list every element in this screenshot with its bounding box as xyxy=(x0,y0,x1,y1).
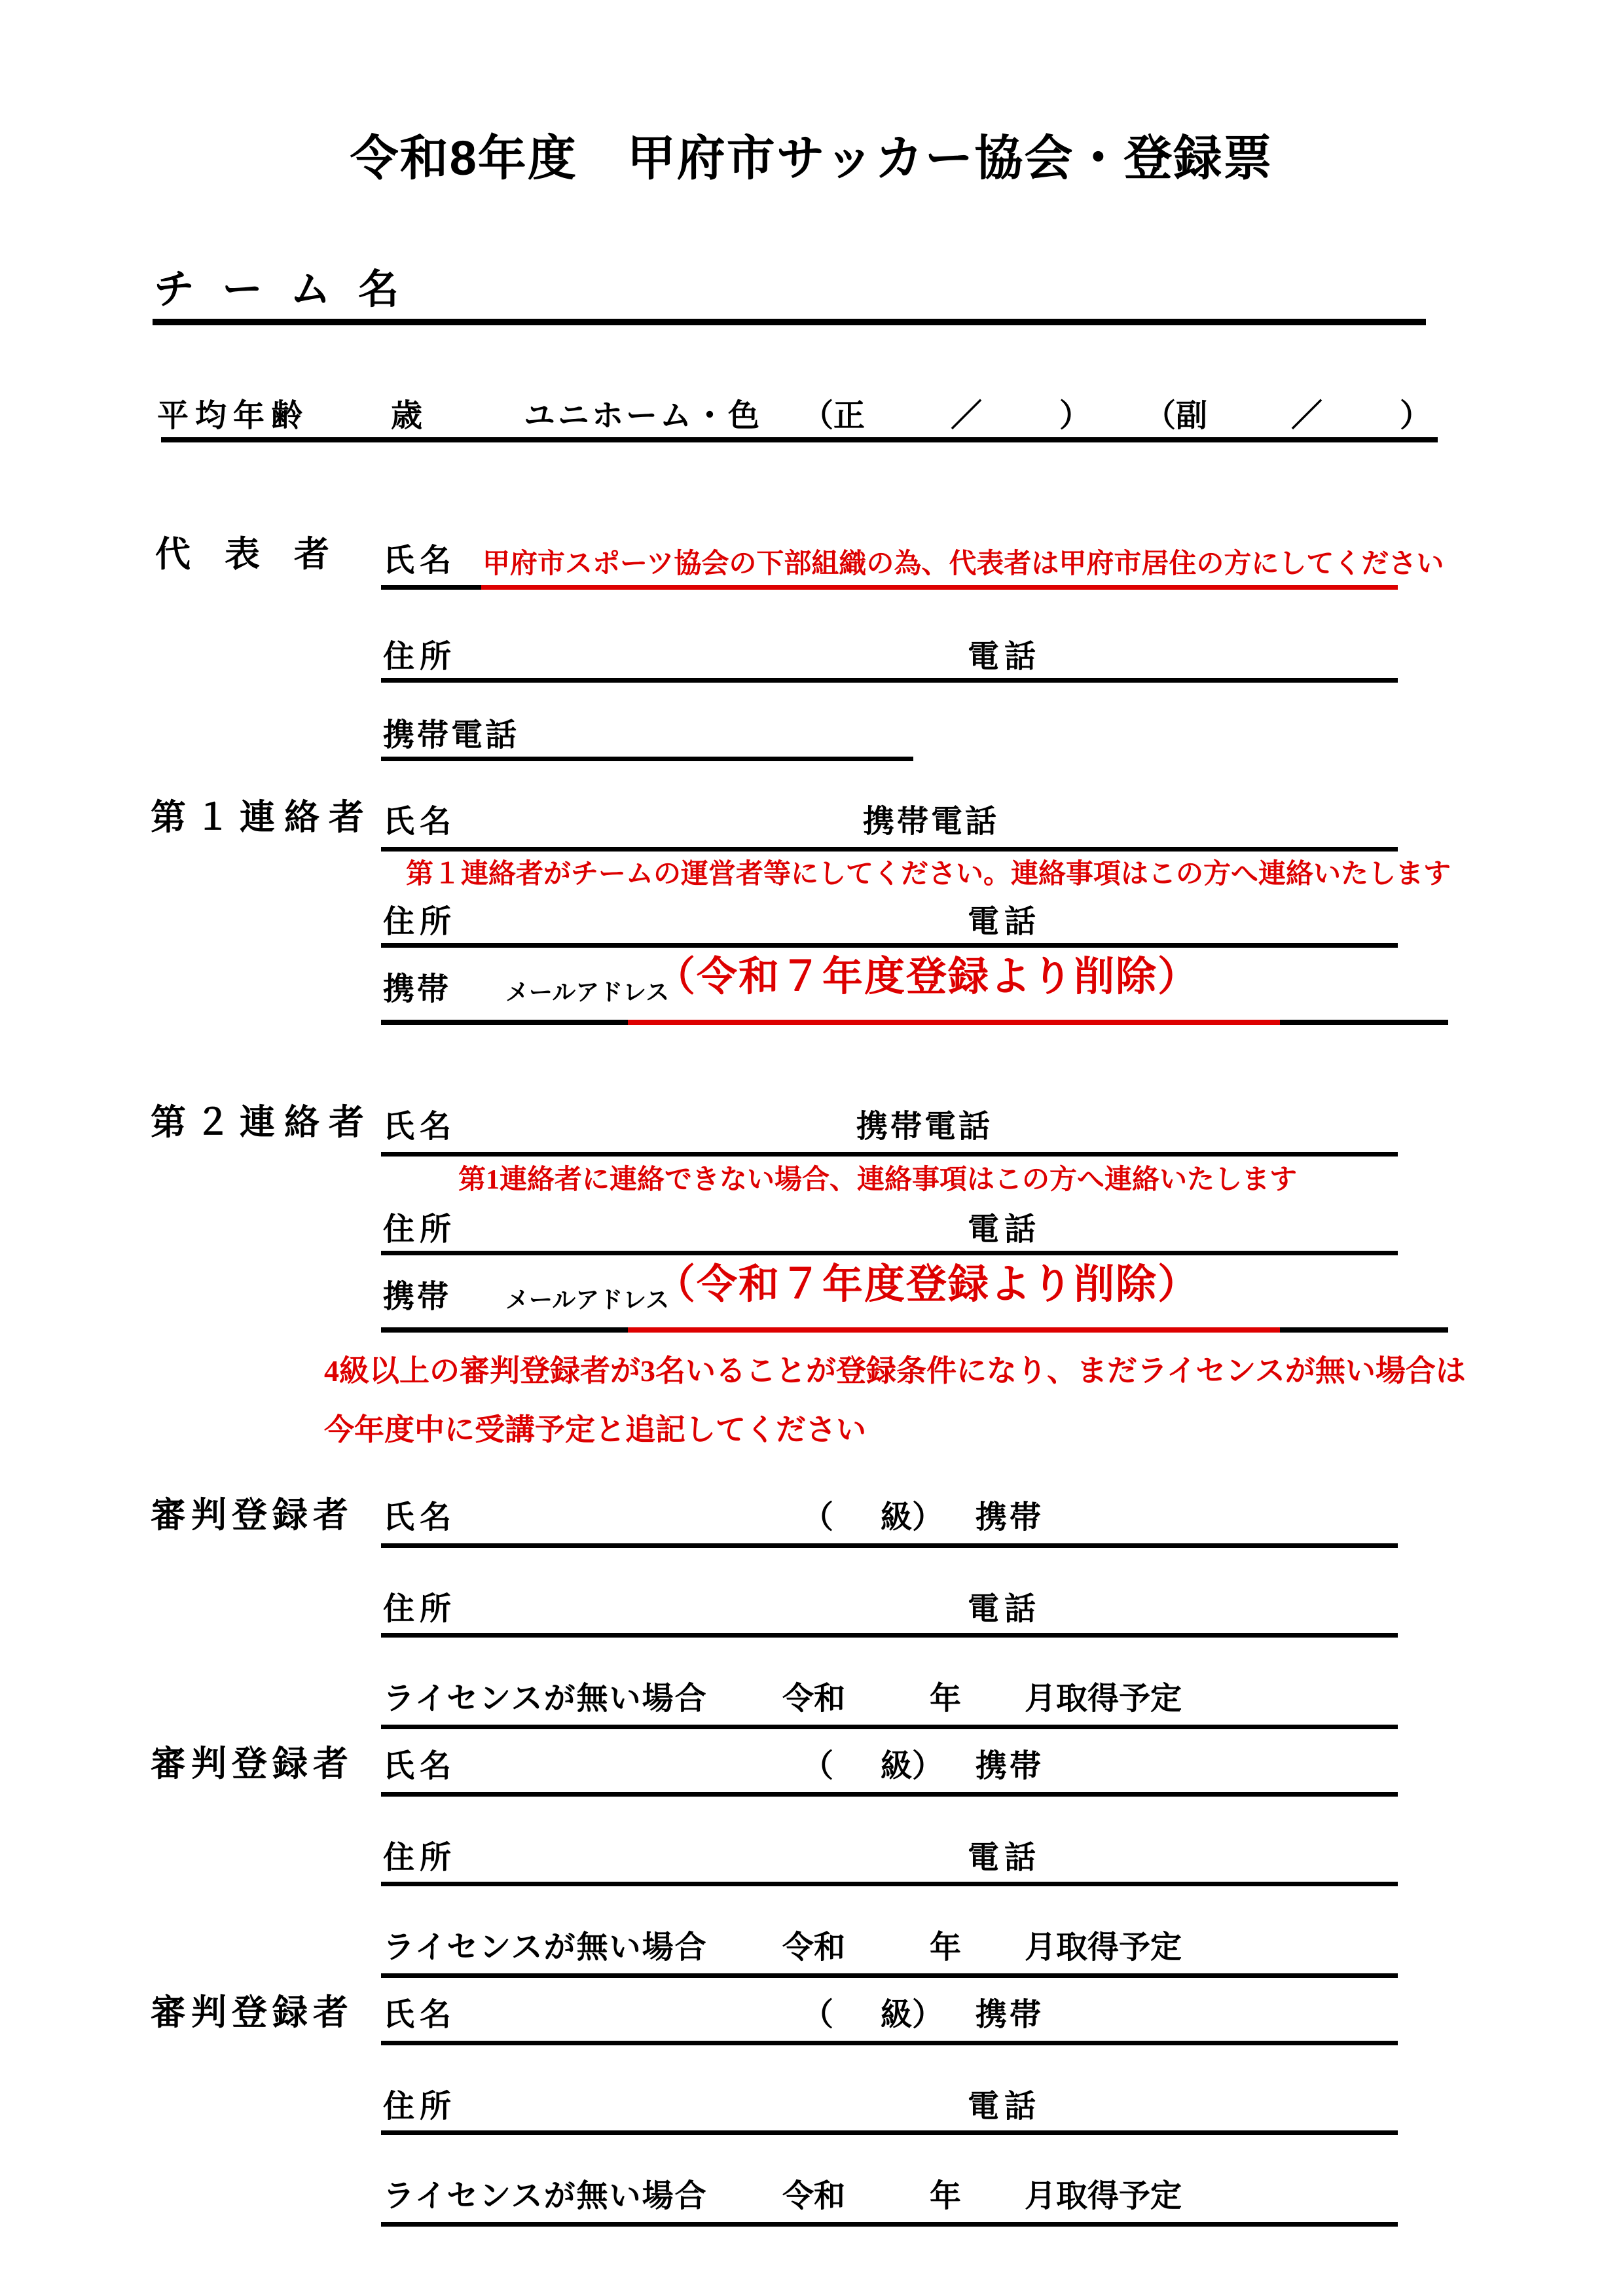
contact2-mobile-label: 携帯電話 xyxy=(856,1109,993,1144)
referee2-year-label: 年 xyxy=(930,1930,962,1965)
referee3-year-label: 年 xyxy=(930,2179,962,2214)
referee1-era-label: 令和 xyxy=(782,1681,846,1716)
contact2-mobile-short-label: 携帯 xyxy=(383,1280,452,1314)
form-title: 令和8年度 甲府市サッカー協会・登録票 xyxy=(350,131,1273,185)
representative-mobile-label: 携帯電話 xyxy=(383,718,520,753)
uniform-secondary-slash: ／ xyxy=(1291,399,1323,433)
referee2-section-label: 審判登録者 xyxy=(151,1744,354,1784)
contact2-mail-label: メールアドレス xyxy=(505,1286,670,1313)
uniform-primary-slash: ／ xyxy=(951,399,983,433)
contact2-role-note: 第1連絡者に連絡できない場合、連絡事項はこの方へ連絡いたします xyxy=(458,1165,1298,1195)
referee1-name-label: 氏名 xyxy=(383,1500,457,1535)
contact1-address-field-line xyxy=(381,943,1398,948)
referee-requirement-note-line2: 今年度中に受講予定と追記してください xyxy=(324,1413,866,1446)
contact1-name-label: 氏名 xyxy=(383,804,457,839)
contact1-address-label: 住所 xyxy=(383,905,457,939)
age-unit-label: 歳 xyxy=(391,399,423,433)
representative-mobile-field-line xyxy=(381,757,913,761)
uniform-color-label: ユニホーム・色 xyxy=(524,399,763,433)
referee1-section-label: 審判登録者 xyxy=(151,1496,354,1535)
referee2-era-label: 令和 xyxy=(782,1930,846,1965)
referee1-year-label: 年 xyxy=(930,1681,962,1716)
referee3-no-license-label: ライセンスが無い場合 xyxy=(383,2179,708,2214)
contact1-phone-label: 電話 xyxy=(968,905,1042,939)
contact1-mobile-short-label: 携帯 xyxy=(383,972,452,1007)
representative-name-field-line xyxy=(381,585,481,590)
avg-age-field-line xyxy=(161,437,1438,442)
referee2-license-field-line xyxy=(381,1973,1398,1978)
referee1-month-acquire-label: 月取得予定 xyxy=(1025,1681,1182,1716)
referee2-phone-label: 電話 xyxy=(968,1840,1042,1875)
team-name-label: チーム名 xyxy=(154,267,427,312)
representative-address-field-line xyxy=(381,678,1398,683)
contact1-mobile-label: 携帯電話 xyxy=(863,804,1000,839)
referee2-grade-open-paren: （ xyxy=(802,1749,834,1784)
contact1-name-field-line xyxy=(381,847,1398,852)
contact1-mail-removed-note: （令和７年度登録より削除） xyxy=(655,954,1200,999)
referee2-address-label: 住所 xyxy=(383,1840,457,1875)
referee3-era-label: 令和 xyxy=(782,2179,846,2214)
referee3-grade-close-label: 級） xyxy=(881,1998,944,2032)
referee2-no-license-label: ライセンスが無い場合 xyxy=(383,1930,708,1965)
contact2-name-field-line xyxy=(381,1152,1398,1157)
referee1-grade-close-label: 級） xyxy=(881,1500,944,1535)
team-name-field-line xyxy=(153,319,1426,325)
referee3-license-field-line xyxy=(381,2222,1398,2227)
referee3-month-acquire-label: 月取得予定 xyxy=(1025,2179,1182,2214)
referee-requirement-note-line1: 4級以上の審判登録者が3名いることが登録条件になり、まだライセンスが無い場合は xyxy=(324,1354,1466,1388)
referee3-name-field-line xyxy=(381,2041,1398,2045)
referee2-grade-close-label: 級） xyxy=(881,1749,944,1784)
contact1-role-note: 第１連絡者がチームの運営者等にしてください。連絡事項はこの方へ連絡いたします xyxy=(406,859,1451,889)
referee1-name-field-line xyxy=(381,1543,1398,1548)
uniform-secondary-close-paren: ） xyxy=(1400,399,1432,433)
avg-age-label: 平均年齢 xyxy=(157,399,310,433)
referee2-month-acquire-label: 月取得予定 xyxy=(1025,1930,1182,1965)
representative-name-label: 氏名 xyxy=(383,543,457,578)
contact1-mail-label: メールアドレス xyxy=(505,978,670,1005)
representative-name-field-line-red xyxy=(481,585,1398,590)
contact2-mail-field-line-right xyxy=(1280,1327,1448,1333)
referee2-name-field-line xyxy=(381,1792,1398,1797)
referee3-address-label: 住所 xyxy=(383,2089,457,2124)
uniform-secondary-open-paren: （副 xyxy=(1144,399,1208,433)
referee1-license-field-line xyxy=(381,1725,1398,1729)
contact2-name-label: 氏名 xyxy=(383,1109,457,1144)
representative-residency-note: 甲府市スポーツ協会の下部組織の為、代表者は甲府市居住の方にしてください xyxy=(483,549,1444,579)
contact2-address-field-line xyxy=(381,1251,1398,1255)
referee1-grade-open-paren: （ xyxy=(802,1500,834,1535)
contact1-mail-field-line-right xyxy=(1280,1020,1448,1025)
contact1-section-label: 第１連絡者 xyxy=(151,798,373,837)
referee3-name-label: 氏名 xyxy=(383,1998,457,2032)
referee2-mobile-label: 携帯 xyxy=(976,1749,1044,1784)
referee2-address-field-line xyxy=(381,1882,1398,1886)
referee3-phone-label: 電話 xyxy=(968,2089,1042,2124)
contact2-mail-field-line-left xyxy=(381,1327,628,1333)
referee3-address-field-line xyxy=(381,2130,1398,2135)
contact2-mail-field-line-red xyxy=(628,1327,1280,1333)
contact2-section-label: 第２連絡者 xyxy=(151,1103,373,1142)
contact1-mail-field-line-red xyxy=(628,1020,1280,1025)
contact1-mail-field-line-left xyxy=(381,1020,628,1025)
contact2-address-label: 住所 xyxy=(383,1212,457,1247)
referee3-section-label: 審判登録者 xyxy=(151,1993,354,2032)
representative-phone-label: 電話 xyxy=(968,639,1042,674)
uniform-primary-open-paren: （正 xyxy=(802,399,866,433)
representative-address-label: 住所 xyxy=(383,639,457,674)
referee2-name-label: 氏名 xyxy=(383,1749,457,1784)
contact2-phone-label: 電話 xyxy=(968,1212,1042,1247)
referee1-address-field-line xyxy=(381,1633,1398,1638)
referee1-mobile-label: 携帯 xyxy=(976,1500,1044,1535)
referee3-mobile-label: 携帯 xyxy=(976,1998,1044,2032)
representative-section-label: 代表者 xyxy=(155,535,363,574)
uniform-primary-close-paren: ） xyxy=(1059,399,1091,433)
referee1-phone-label: 電話 xyxy=(968,1592,1042,1626)
referee1-address-label: 住所 xyxy=(383,1592,457,1626)
referee3-grade-open-paren: （ xyxy=(802,1998,834,2032)
referee1-no-license-label: ライセンスが無い場合 xyxy=(383,1681,708,1716)
contact2-mail-removed-note: （令和７年度登録より削除） xyxy=(655,1262,1200,1307)
